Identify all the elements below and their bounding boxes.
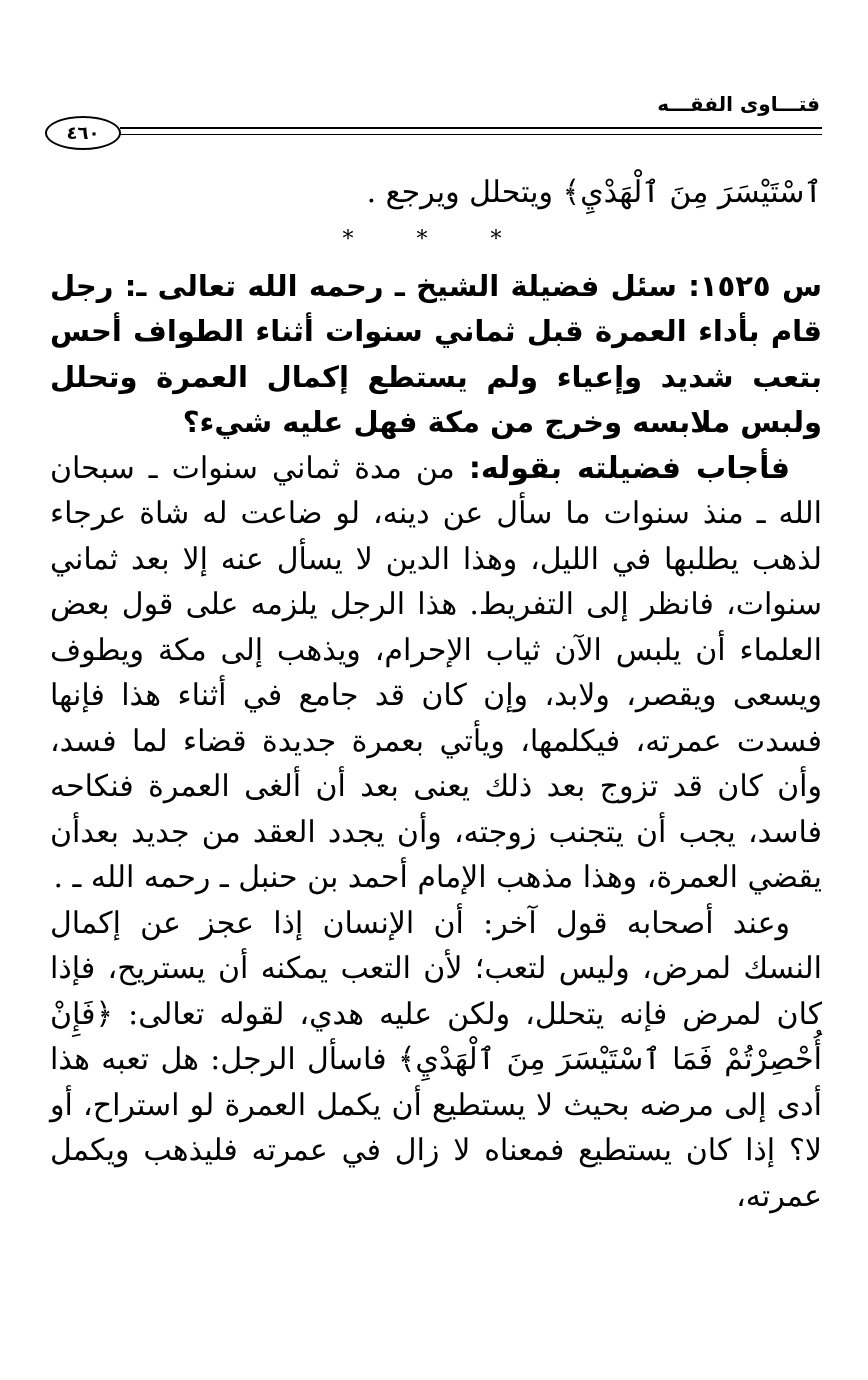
verse-continuation: ٱسْتَيْسَرَ مِنَ ٱلْهَدْيِ﴾ ويتحلل ويرجع . — [366, 175, 822, 210]
page-number: ٤٦٠ — [45, 116, 121, 150]
page-body — [50, 170, 822, 1219]
question-text: سئل فضيلة الشيخ ـ رحمه الله تعالى ـ: رجل قام بأداء العمرة قبل ثماني سنوات أثناء الطواف أحس بتعب شديد وإعياء ولم يستطع إكمال العمرة وتحلل ولبس ملابسه وخرج من مكة فهل عليه شيء؟ — [50, 268, 822, 439]
answer-text: من مدة ثماني سنوات ـ سبحان الله ـ منذ سنوات ما سأل عن دينه، لو ضاعت له شاة عرجاء لذهب يطلبها في الليل، وهذا الدين لا يسأل عنه إلا بعد ثماني سنوات، فانظر إلى التفريط. هذا الرجل يلزمه على قول بعض العلماء أن يلبس الآن ثياب الإحرام، ويذهب إلى مكة ويطوف ويسعى ويقصر، ولابد، وإن كان قد جامع في أثناء هذا فإنها فسدت عمرته، فيكلمها، ويأتي بعمرة جديدة قضاء لما فسد، وأن كان قد تزوج بعد ذلك يعنى بعد أن ألغى العمرة فنكاحه فاسد، يجب أن يتجنب زوجته، وأن يجدد العقد من جديد بعدأن يقضي العمرة، وهذا مذهب الإمام أحمد بن حنبل ـ رحمه الله ـ . — [50, 450, 822, 895]
answer-label: فأجاب فضيلته بقوله: — [468, 450, 790, 486]
question-number: س ١٥٢٥: — [688, 268, 822, 303]
second-paragraph: وعند أصحابه قول آخر: أن الإنسان إذا عجز عن إكمال النسك لمرض، وليس لتعب؛ لأن التعب يمكنه أن يستريح، فإذا كان لمرض فإنه يتحلل، ولكن عليه هدي، لقوله تعالى: ﴿فَإِنْ أُحْصِرْتُمْ فَمَا ٱسْتَيْسَرَ مِنَ ٱلْهَدْيِ﴾ فاسأل الرجل: هل تعبه هذا أدى إلى مرضه بحيث لا يستطيع أن يكمل العمرة لو استراح، أو لا؟ إذا كان يستطيع فمعناه لا زال في عمرته فليذهب ويكمل عمرته، — [50, 905, 822, 1214]
book-title: فتـــاوى الفقـــه — [657, 92, 820, 116]
header-rule-thin — [120, 134, 822, 135]
section-separator: * * * — [342, 226, 530, 252]
question-paragraph — [50, 264, 822, 446]
header-rule — [120, 127, 822, 129]
answer-paragraph — [50, 446, 822, 901]
